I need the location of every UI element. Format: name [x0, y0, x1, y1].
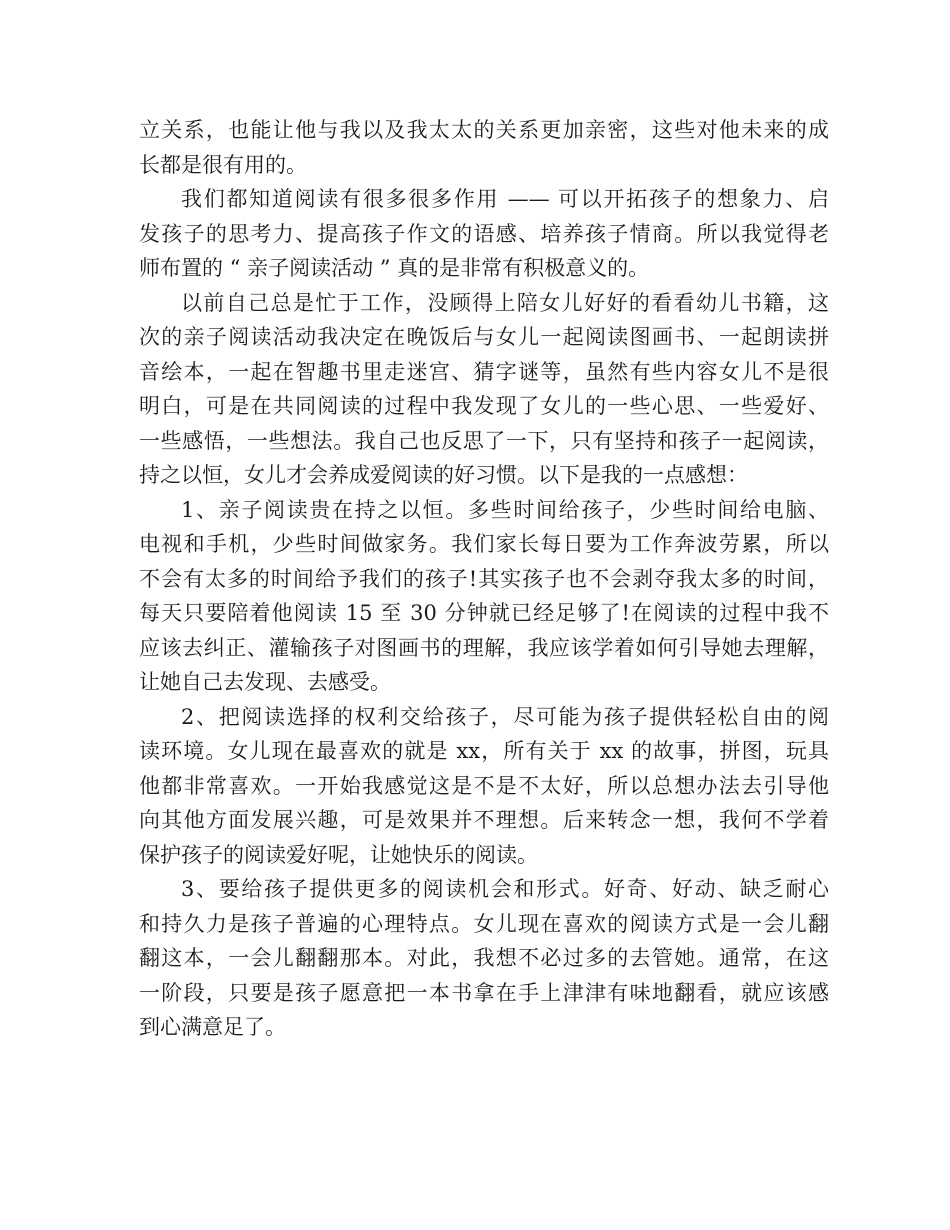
text-line: 我们都知道阅读有很多很多作用 —— 可以开拓孩子的想象力、启: [181, 187, 829, 211]
text-line: 2、把阅读选择的权利交给孩子，尽可能为孩子提供轻松自由的阅: [181, 704, 829, 729]
text-line: 向其他方面发展兴趣，可是效果并不理想。后来转念一想，我何不学着: [139, 808, 829, 832]
text-line: 以前自己总是忙于工作，没顾得上陪女儿好好的看看幼儿书籍，这: [181, 290, 829, 315]
text-line: 师布置的 “ 亲子阅读活动 ” 真的是非常有积极意义的。: [139, 256, 650, 280]
text-line: 读环境。女儿现在最喜欢的就是 xx，所有关于 xx 的故事，拼图，玩具: [139, 739, 829, 763]
text-line: 他都非常喜欢。一开始我感觉这是不是不太好，所以总想办法去引导他: [139, 773, 829, 798]
text-line: 让她自己去发现、去感受。: [139, 670, 391, 694]
text-line: 1、亲子阅读贵在持之以恒。多些时间给孩子，少些时间给电脑、: [181, 497, 829, 522]
text-line: 每天只要陪着他阅读 15 至 30 分钟就已经足够了!在阅读的过程中我不: [139, 601, 829, 625]
document-body: [139, 113, 829, 1045]
text-line: 音绘本，一起在智趣书里走迷宫、猜字谜等，虽然有些内容女儿不是很: [139, 359, 829, 384]
text-line: 一阶段，只要是孩子愿意把一本书拿在手上津津有味地翻看，就应该感: [139, 980, 829, 1005]
text-line: 长都是很有用的。: [139, 152, 307, 177]
text-line: 次的亲子阅读活动我决定在晚饭后与女儿一起阅读图画书、一起朗读拼: [139, 325, 829, 349]
text-line: 不会有太多的时间给予我们的孩子!其实孩子也不会剥夺我太多的时间，: [139, 566, 829, 591]
text-line: 和持久力是孩子普遍的心理特点。女儿现在喜欢的阅读方式是一会儿翻: [139, 911, 829, 936]
text-line: 持之以恒，女儿才会养成爱阅读的好习惯。以下是我的一点感想：: [139, 463, 748, 487]
text-line: 保护孩子的阅读爱好呢，让她快乐的阅读。: [139, 842, 538, 867]
text-line: 发孩子的思考力、提高孩子作文的语感、培养孩子情商。所以我觉得老: [139, 221, 829, 246]
text-line: 立关系，也能让他与我以及我太太的关系更加亲密，这些对他未来的成: [139, 118, 829, 142]
text-line: 到心满意足了。: [139, 1015, 286, 1039]
text-line: 应该去纠正、灌输孩子对图画书的理解，我应该学着如何引导她去理解，: [139, 635, 829, 660]
text-line: 明白，可是在共同阅读的过程中我发现了女儿的一些心思、一些爱好、: [139, 394, 829, 418]
text-line: 电视和手机，少些时间做家务。我们家长每日要为工作奔波劳累，所以: [139, 532, 829, 556]
text-line: 一些感悟，一些想法。我自己也反思了一下，只有坚持和孩子一起阅读，: [139, 428, 829, 453]
text-line: 3、要给孩子提供更多的阅读机会和形式。好奇、好动、缺乏耐心: [181, 877, 829, 901]
text-line: 翻这本，一会儿翻翻那本。对此，我想不必过多的去管她。通常，在这: [139, 946, 829, 970]
